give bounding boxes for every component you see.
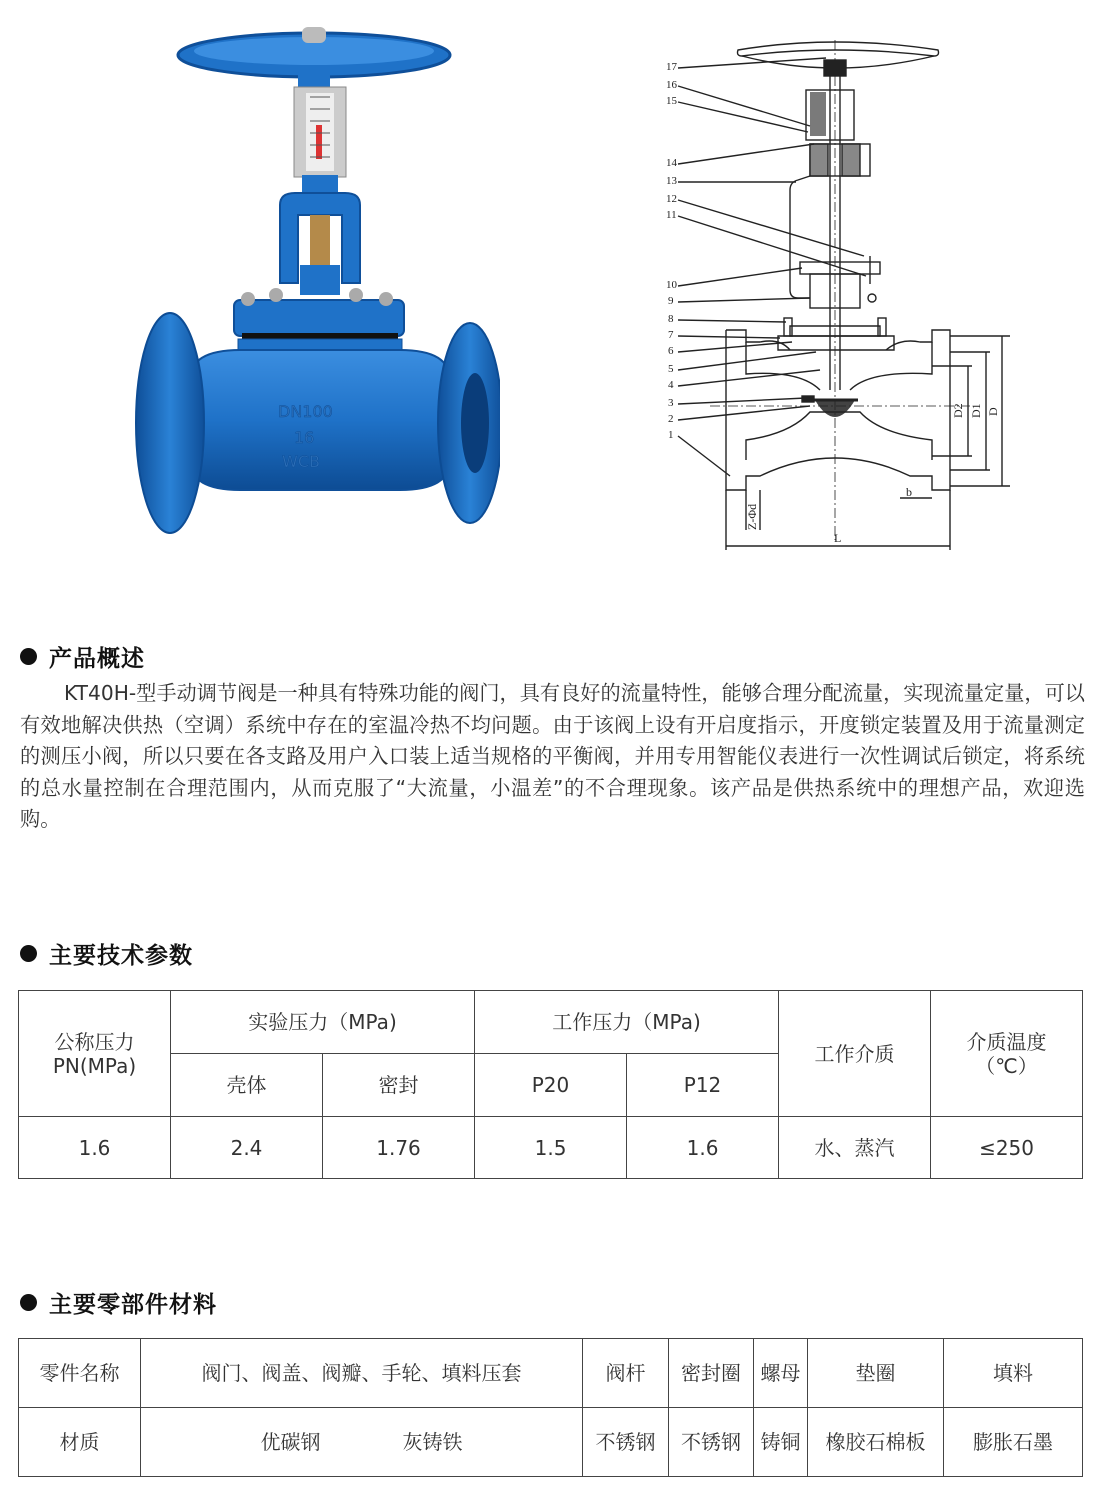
dim-length: L — [834, 531, 842, 545]
part-number: 5 — [668, 363, 674, 375]
part-number: 2 — [668, 413, 674, 425]
material-value: 灰铸铁 — [402, 1430, 463, 1454]
bullet-icon — [20, 945, 37, 962]
bullet-icon — [20, 1294, 37, 1311]
header-temperature — [931, 991, 1083, 1117]
part-number: 6 — [668, 345, 674, 357]
cell-medium: 水、蒸汽 — [779, 1117, 931, 1179]
cell-shell: 2.4 — [171, 1117, 323, 1179]
inlet-flange — [136, 313, 204, 533]
header-p20: P20 — [475, 1054, 627, 1117]
part-number: 4 — [668, 379, 674, 391]
part-number: 1 — [668, 429, 674, 441]
part-number: 14 — [666, 157, 677, 169]
materials-heading — [20, 1286, 217, 1319]
part-name: 填料 — [944, 1339, 1083, 1408]
part-number: 10 — [666, 279, 677, 291]
header-nominal-line1: 公称压力 — [54, 1029, 135, 1054]
part-name: 阀杆 — [583, 1339, 669, 1408]
bullet-icon — [20, 648, 37, 665]
header-nominal-line2: PN(MPa) — [52, 1053, 137, 1078]
header-p12: P12 — [627, 1054, 779, 1117]
casting-size: DN100 — [278, 402, 333, 421]
dim-d: D — [986, 407, 1000, 416]
material-value: 膨胀石墨 — [944, 1408, 1083, 1477]
dim-d1: D1 — [969, 403, 983, 418]
part-number: 15 — [666, 95, 677, 107]
part-number: 17 — [666, 61, 677, 73]
cell-seal: 1.76 — [323, 1117, 475, 1179]
tech-params-heading — [20, 937, 193, 970]
dim-d2: D2 — [951, 403, 965, 418]
header-temp-line1: 介质温度 — [966, 1029, 1047, 1054]
cell-nominal: 1.6 — [19, 1117, 171, 1179]
casting-pressure: 16 — [294, 428, 315, 447]
dim-holes: Z-Φd — [745, 503, 759, 530]
header-seal: 密封 — [323, 1054, 475, 1117]
overview-heading-text: 产品概述 — [49, 646, 145, 672]
part-number: 16 — [666, 79, 677, 91]
part-name: 垫圈 — [808, 1339, 944, 1408]
valve-product-photo — [130, 25, 500, 545]
material-value: 不锈钢 — [669, 1408, 754, 1477]
row-label-part: 零件名称 — [19, 1339, 141, 1408]
part-name: 阀门、阀盖、阀瓣、手轮、填料压套 — [141, 1339, 583, 1408]
material-main — [141, 1408, 583, 1477]
casting-material: WCB — [282, 452, 320, 471]
part-number: 13 — [666, 175, 677, 187]
materials-heading-text: 主要零部件材料 — [49, 1292, 217, 1318]
overview-body: KT40H-型手动调节阀是一种具有特殊功能的阀门，具有良好的流量特性，能够合理分配流量，实现流量定量，可以有效地解决供热（空调）系统中存在的室温冷热不均问题。由于该阀上设有开启度指示，开度锁定装置及用于流量测定的测压小阀，所以只要在各支路及用户入口装上适当规格的平衡阀，并用专用智能仪表进行一次性调试后锁定，将系统的总水量控制在合理范围内，从而克服了“大流量，小温差”的不合理现象。该产品是供热系统中的理想产品，欢迎选购。 — [20, 681, 1085, 831]
cell-temp: ≤250 — [931, 1117, 1083, 1179]
material-value: 不锈钢 — [583, 1408, 669, 1477]
header-test-pressure: 实验压力（MPa) — [171, 991, 475, 1054]
part-number: 12 — [666, 193, 677, 205]
dimension-labels — [745, 403, 1000, 545]
part-number-labels — [666, 61, 678, 441]
part-number: 8 — [668, 313, 674, 325]
header-temp-line2: （℃） — [975, 1053, 1038, 1078]
header-work-pressure: 工作压力（MPa) — [475, 991, 779, 1054]
materials-table — [18, 1338, 1083, 1477]
cell-p20: 1.5 — [475, 1117, 627, 1179]
header-medium: 工作介质 — [779, 991, 931, 1117]
header-nominal-pressure — [19, 991, 171, 1117]
material-value: 橡胶石棉板 — [808, 1408, 944, 1477]
part-number: 3 — [668, 397, 674, 409]
part-number: 7 — [668, 329, 674, 341]
material-value: 优碳钢 — [260, 1430, 321, 1454]
material-value: 铸铜 — [754, 1408, 808, 1477]
valve-cross-section-drawing — [650, 40, 1030, 560]
dim-b: b — [906, 485, 912, 499]
part-number: 11 — [666, 209, 677, 221]
header-shell: 壳体 — [171, 1054, 323, 1117]
cell-p12: 1.6 — [627, 1117, 779, 1179]
tech-params-table — [18, 990, 1083, 1179]
part-name: 螺母 — [754, 1339, 808, 1408]
row-label-material: 材质 — [19, 1408, 141, 1477]
tech-params-heading-text: 主要技术参数 — [49, 943, 193, 969]
overview-heading — [20, 640, 145, 673]
part-name: 密封圈 — [669, 1339, 754, 1408]
part-number: 9 — [668, 295, 674, 307]
